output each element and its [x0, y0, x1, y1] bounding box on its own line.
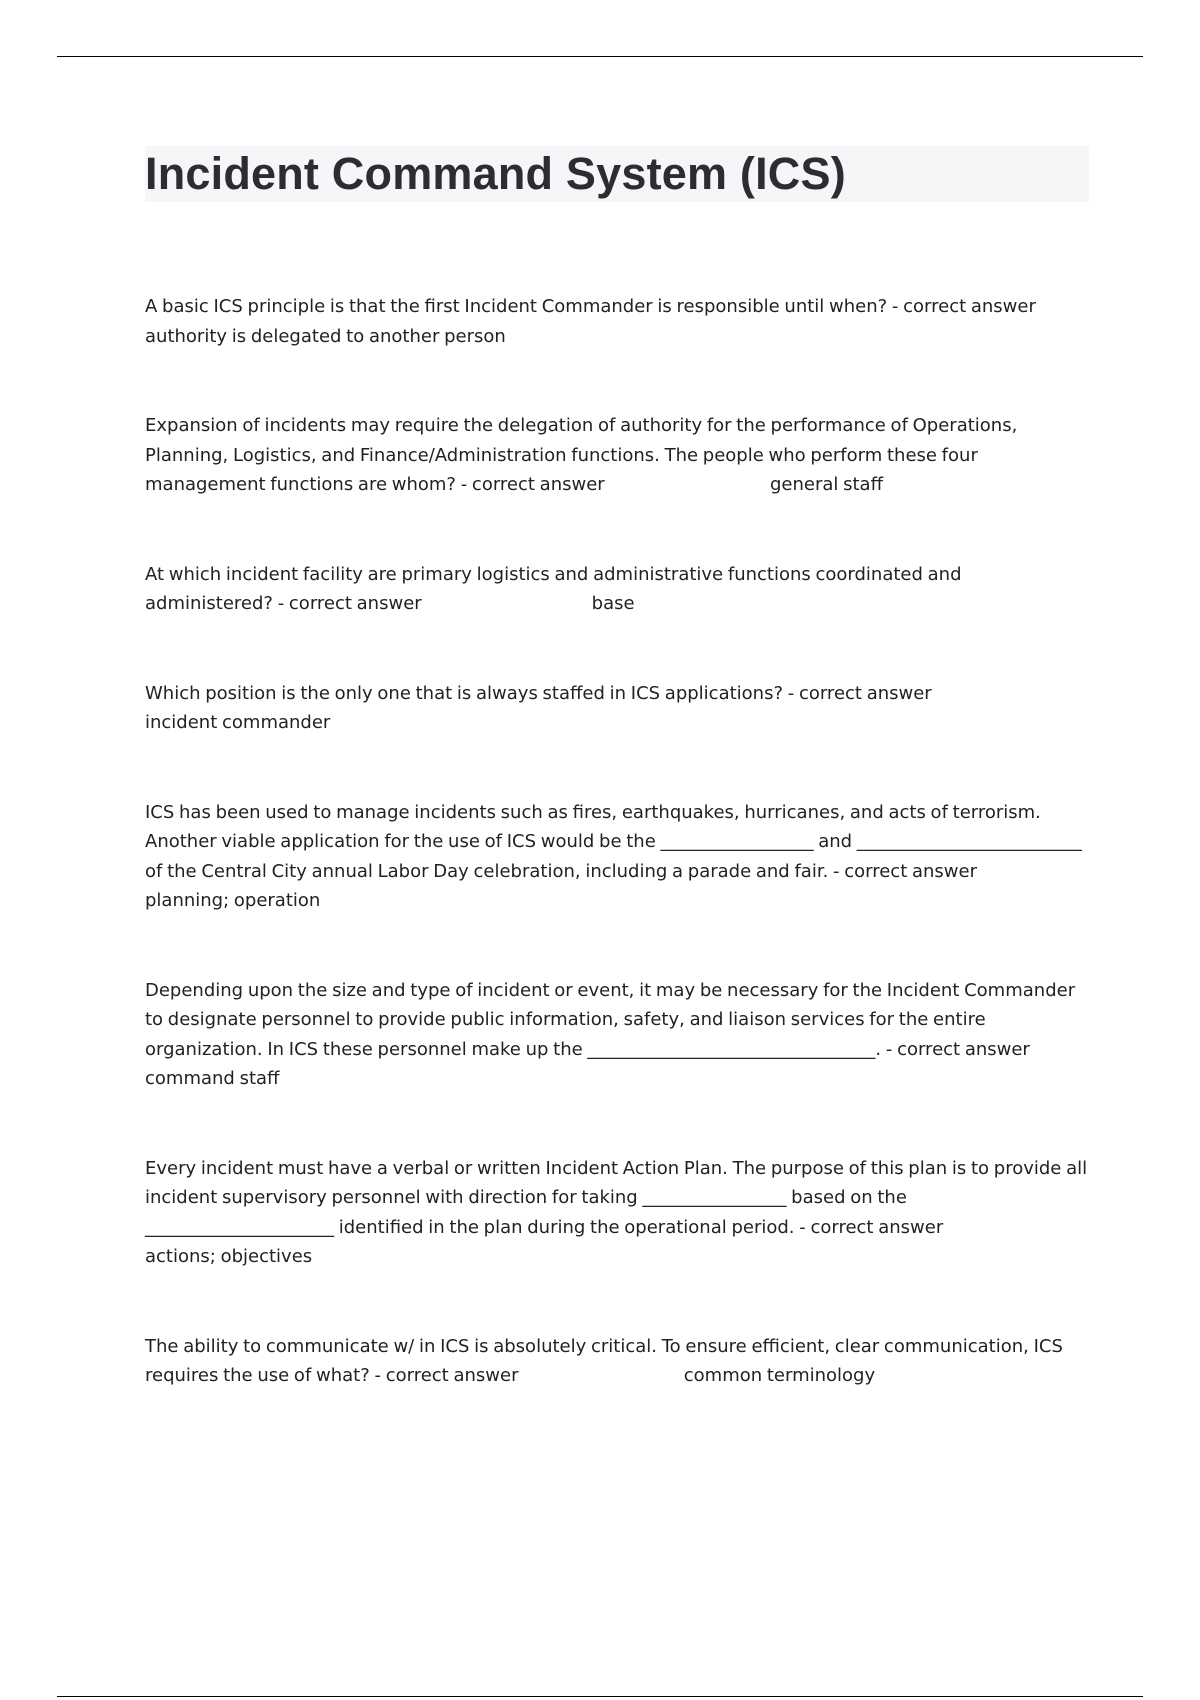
answer: actions; objectives: [145, 1246, 313, 1267]
question: Every incident must have a verbal or written Incident Action Plan. The purpose of this plan is to provide all incident supervisory personnel with direction for taking ________________ based on the _____________________ identified in the plan during the operational period. - correct answer: [145, 1157, 1092, 1238]
qa-item-5: [145, 798, 1090, 916]
qa-item-6: [145, 976, 1090, 1094]
answer: general staff: [769, 474, 883, 495]
question: Depending upon the size and type of incident or event, it may be necessary for the Incident Commander to designate personnel to provide public information, safety, and liaison services for the entire organization. In ICS these personnel make up the ________________________________. - correct answer: [145, 979, 1080, 1060]
qa-item-3: [145, 560, 1090, 619]
question: Expansion of incidents may require the delegation of authority for the performance of Operations, Planning, Logistics, and Finance/Administration functions. The people who perform these four management functions are whom? - correct answer: [145, 415, 1023, 495]
qa-item-2: [145, 411, 1090, 500]
answer: incident commander: [145, 712, 331, 733]
question: At which incident facility are primary logistics and administrative functions coordinated and administered? - correct answer: [145, 563, 967, 614]
bottom-rule: [57, 1696, 1143, 1697]
question: Which position is the only one that is always staffed in ICS applications? - correct answer: [145, 682, 932, 704]
question: The ability to communicate w/ in ICS is absolutely critical. To ensure efficient, clear communication, ICS requires the use of what? - correct answer: [145, 1335, 1068, 1386]
answer: base: [591, 593, 635, 614]
document-title: Incident Command System (ICS): [145, 148, 846, 199]
answer: command staff: [145, 1068, 280, 1089]
question: A basic ICS principle is that the first Incident Commander is responsible until when? - correct answer: [145, 296, 1036, 317]
qa-item-7: [145, 1154, 1090, 1272]
answer: authority is delegated to another person: [145, 325, 506, 347]
answer: planning; operation: [145, 890, 321, 911]
qa-item-1: [145, 292, 1090, 351]
qa-item-8: [145, 1332, 1090, 1391]
qa-item-4: [145, 679, 1090, 738]
top-rule: [57, 56, 1143, 57]
answer: common terminology: [683, 1365, 876, 1386]
question: ICS has been used to manage incidents such as fires, earthquakes, hurricanes, and acts of terrorism. Another viable application for the use of ICS would be the _________________ and _________________________ of the Central City annual Labor Day celebration, including a parade and fair. - correct answer: [145, 801, 1087, 882]
qa-list: [145, 292, 1090, 1451]
